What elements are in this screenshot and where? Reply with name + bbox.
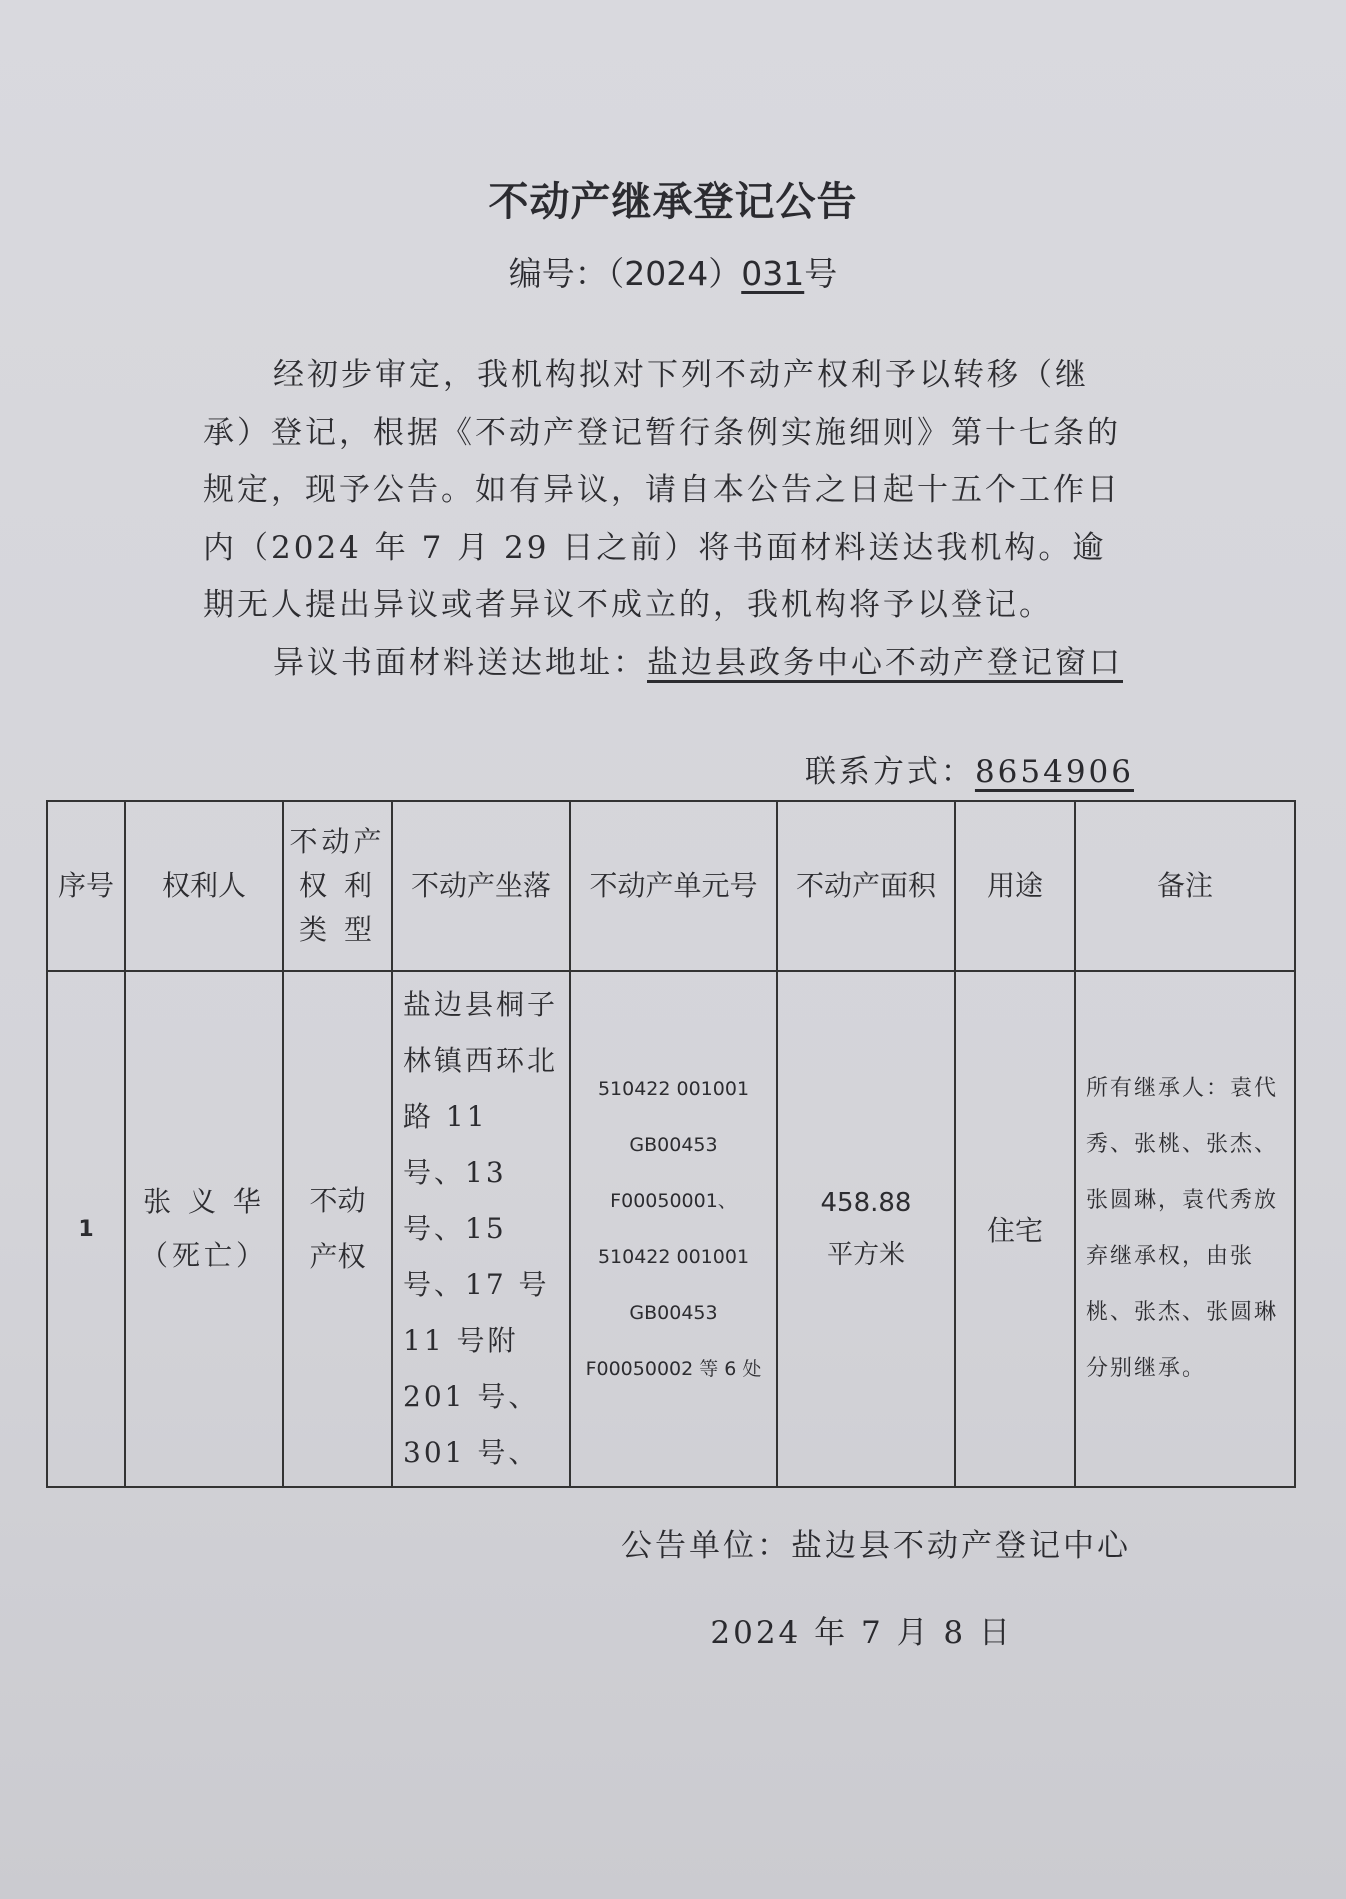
header-right-type-line: 类 型: [299, 913, 376, 946]
table-header-row: [47, 801, 1295, 971]
objection-address-label: 异议书面材料送达地址：: [273, 644, 647, 681]
objection-address-value: 盐边县政务中心不动产登记窗口: [647, 644, 1123, 681]
cell-remark: 所有继承人：袁代秀、张桃、张杰、张圆琳，袁代秀放弃继承权，由张桃、张杰、张圆琳分别继承。: [1075, 971, 1295, 1487]
notice-number-value: 031: [741, 254, 805, 293]
area-unit: 平方米: [826, 1240, 905, 1270]
objection-address: [203, 635, 1138, 693]
contact-line: [805, 746, 1134, 791]
header-unit-no: 不动产单元号: [570, 801, 777, 971]
property-table: [46, 800, 1296, 1488]
notice-title: 不动产继承登记公告: [488, 179, 858, 225]
right-type-line: 不动: [309, 1184, 366, 1217]
header-remark: 备注: [1075, 801, 1295, 971]
unit-no-line: 510422 001001: [597, 1246, 750, 1268]
notice-paragraph: 经初步审定，我机构拟对下列不动产权利予以转移（继承）登记，根据《不动产登记暂行条例实施细则》第十七条的规定，现予公告。如有异议，请自本公告之日起十五个工作日内（2024 年 7 月 29 日之前）将书面材料送达我机构。逾期无人提出异议或者异议不成立的，我机构将予以登记。: [203, 357, 1121, 623]
area-value: 458.88: [820, 1188, 912, 1218]
header-area: 不动产面积: [777, 801, 955, 971]
unit-no-line: F00050001、: [610, 1190, 737, 1212]
unit-no-line: GB00453: [629, 1302, 718, 1324]
cell-right-type: [283, 971, 392, 1487]
owner-status: （死亡）: [139, 1239, 268, 1272]
header-right-type-line: 权 利: [299, 869, 376, 902]
right-type-line: 产权: [309, 1240, 366, 1273]
header-use: 用途: [955, 801, 1075, 971]
owner-name: 张 义 华: [143, 1185, 265, 1218]
cell-owner: [125, 971, 283, 1487]
notice-number-suffix: 号: [804, 254, 838, 293]
header-right-type-line: 不动产: [289, 825, 386, 858]
contact-value: 8654906: [974, 754, 1134, 790]
cell-location: 盐边县桐子林镇西环北路 11 号、13 号、15 号、17 号 11 号附 201 号、301 号、: [392, 971, 570, 1487]
notice-body: [203, 347, 1138, 692]
notice-number-prefix: 编号：（2024）: [508, 254, 742, 293]
header-owner: 权利人: [125, 801, 283, 971]
cell-use: 住宅: [955, 971, 1075, 1487]
notice-number: [0, 248, 1346, 295]
cell-seq: 1: [47, 971, 125, 1487]
header-right-type: [283, 801, 392, 971]
issuer-line: 公告单位：盐边县不动产登记中心: [621, 1528, 1131, 1564]
issue-date: 2024 年 7 月 8 日: [710, 1615, 1013, 1651]
unit-no-line: F00050002 等 6 处: [585, 1358, 762, 1380]
header-seq: 序号: [47, 801, 125, 971]
unit-no-line: 510422 001001: [597, 1078, 750, 1100]
contact-label: 联系方式：: [804, 754, 975, 790]
cell-area: [777, 971, 955, 1487]
cell-unit-no: [570, 971, 777, 1487]
header-location: 不动产坐落: [392, 801, 570, 971]
table-row: [47, 971, 1295, 1487]
unit-no-line: GB00453: [629, 1134, 718, 1156]
